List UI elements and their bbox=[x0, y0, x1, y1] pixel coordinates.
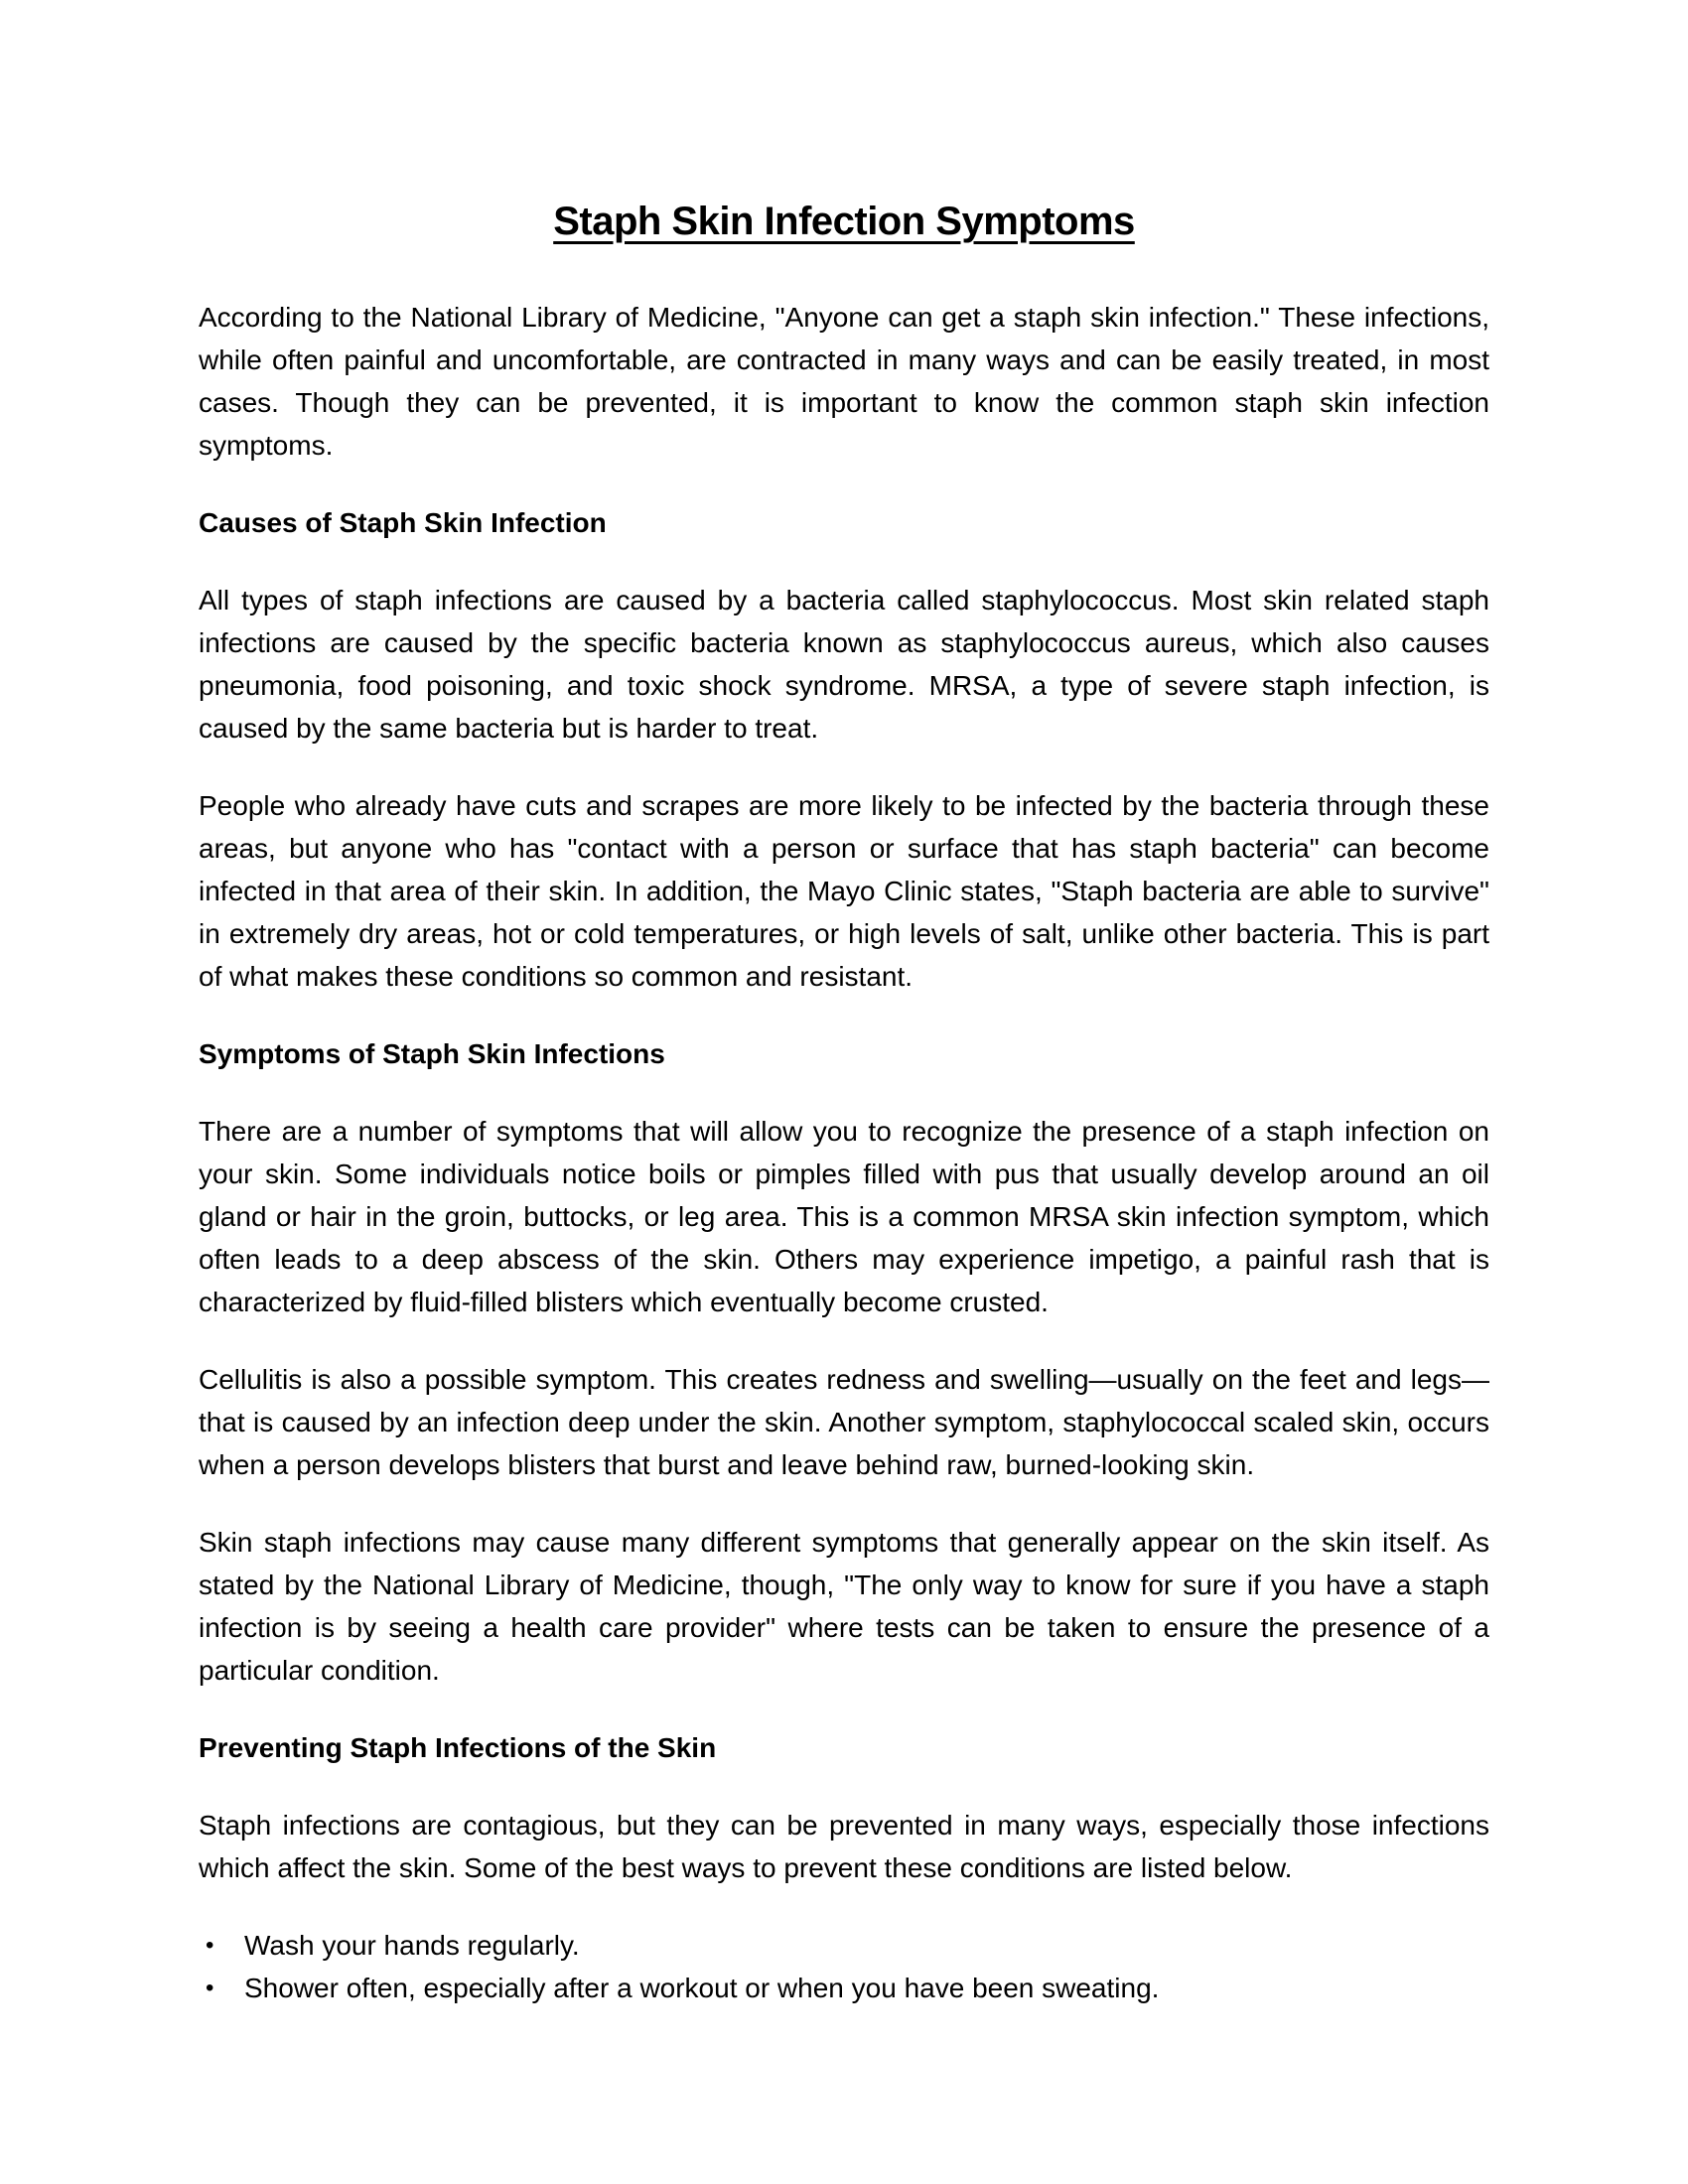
body-paragraph: All types of staph infections are caused by a bacteria called staphylococcus. Most skin related staph infections are caused by the specific bacteria known as staphylococcus aureus, which also causes pneumonia, food poisoning, and toxic shock syndrome. MRSA, a type of severe staph infection, is caused by the same bacteria but is harder to treat. bbox=[199, 585, 1489, 744]
document-title: Staph Skin Infection Symptoms bbox=[553, 200, 1135, 243]
document-content bbox=[199, 0, 1489, 2009]
bullet-dot-icon: • bbox=[206, 1975, 214, 2001]
bullet-text: Shower often, especially after a workout or when you have been sweating. bbox=[244, 1973, 1160, 2003]
bullet-item bbox=[199, 1967, 1489, 2009]
prevention-bullet-list bbox=[199, 1924, 1489, 2009]
bullet-item bbox=[199, 1924, 1489, 1967]
body-paragraph: There are a number of symptoms that will allow you to recognize the presence of a staph infection on your skin. Some individuals notice boils or pimples filled with pus that usually develop around an oil gland or hair in the groin, buttocks, or leg area. This is a common MRSA skin infection symptom, which often leads to a deep abscess of the skin. Others may experience impetigo, a painful rash that is characterized by fluid-filled blisters which eventually become crusted. bbox=[199, 1116, 1489, 1317]
intro-paragraph: According to the National Library of Medicine, "Anyone can get a staph skin infection." These infections, while often painful and uncomfortable, are contracted in many ways and can be easily treated, in most cases. Though they can be prevented, it is important to know the common staph skin infection symptoms. bbox=[199, 302, 1489, 461]
section-heading-symptoms: Symptoms of Staph Skin Infections bbox=[199, 1038, 665, 1069]
bullet-dot-icon: • bbox=[206, 1932, 214, 1959]
body-paragraph: Skin staph infections may cause many different symptoms that generally appear on the skin itself. As stated by the National Library of Medicine, though, "The only way to know for sure if you have a staph infection is by seeing a health care provider" where tests can be taken to ensure the presence of a particular condition. bbox=[199, 1527, 1489, 1686]
body-paragraph: Staph infections are contagious, but they can be prevented in many ways, especially those infections which affect the skin. Some of the best ways to prevent these conditions are listed below. bbox=[199, 1810, 1489, 1883]
section-heading-causes: Causes of Staph Skin Infection bbox=[199, 507, 607, 538]
bullet-text: Wash your hands regularly. bbox=[244, 1930, 580, 1961]
body-paragraph: People who already have cuts and scrapes are more likely to be infected by the bacteria through these areas, but anyone who has "contact with a person or surface that has staph bacteria" can become infected in that area of their skin. In addition, the Mayo Clinic states, "Staph bacteria are able to survive" in extremely dry areas, hot or cold temperatures, or high levels of salt, unlike other bacteria. This is part of what makes these conditions so common and resistant. bbox=[199, 790, 1489, 992]
section-heading-preventing: Preventing Staph Infections of the Skin bbox=[199, 1732, 717, 1763]
body-paragraph: Cellulitis is also a possible symptom. This creates redness and swelling—usually on the feet and legs—that is caused by an infection deep under the skin. Another symptom, staphylococcal scaled skin, occurs when a person develops blisters that burst and leave behind raw, burned-looking skin. bbox=[199, 1364, 1489, 1480]
